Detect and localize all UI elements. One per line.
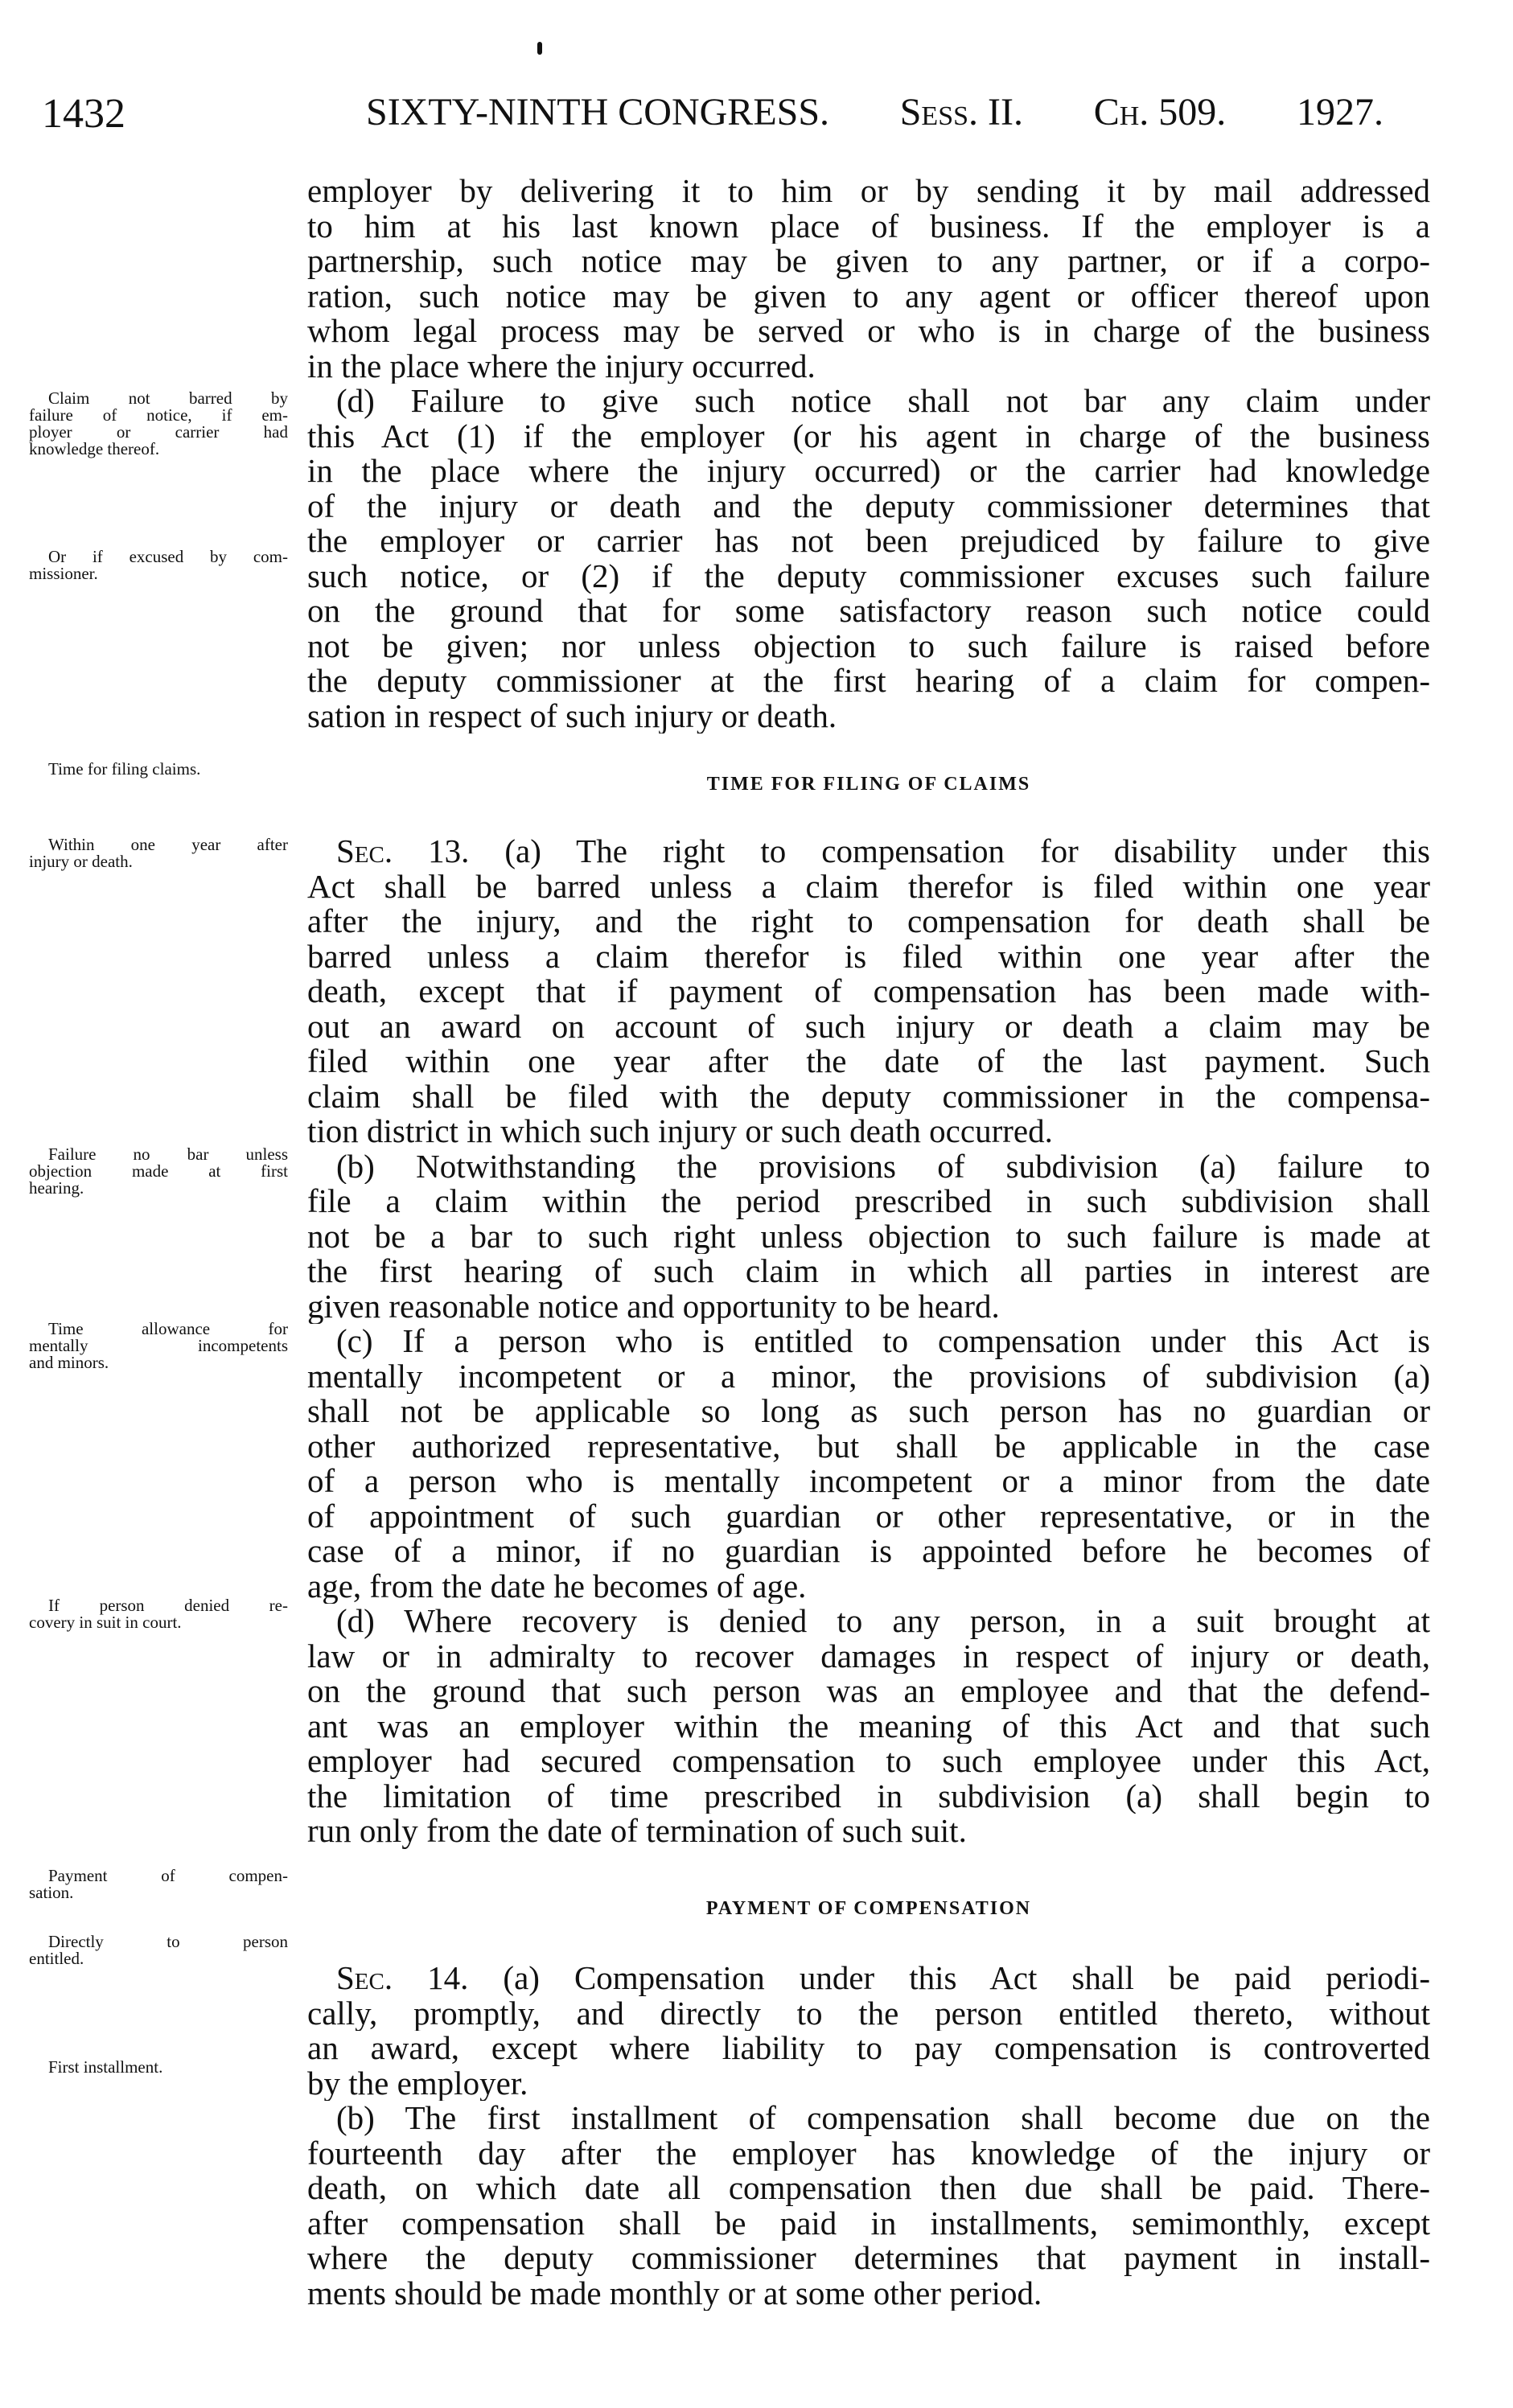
text-block-sec-14 xyxy=(307,1961,1430,2311)
margin-note-line: sation. xyxy=(29,1883,74,1902)
text-line: ant was an employer within the meaning of this Act and that such xyxy=(307,1708,1430,1744)
chapter: Ch. 509. xyxy=(1093,91,1227,134)
margin-note-line: Claim not barred by xyxy=(48,388,288,408)
margin-note-line: Directly to person xyxy=(48,1932,288,1951)
text-line: claim shall be filed with the deputy commissioner in the compensa- xyxy=(307,1079,1430,1114)
margin-note xyxy=(29,1868,288,1901)
text-line: other authorized representative, but shall be applicable in the case xyxy=(307,1428,1430,1464)
margin-note-line: If person denied re- xyxy=(48,1596,288,1615)
margin-note-line: knowledge thereof. xyxy=(29,439,160,458)
margin-note-line: Failure no bar unless xyxy=(48,1144,288,1164)
margin-note-line: entitled. xyxy=(29,1949,84,1968)
text-line: (d) Failure to give such notice shall not bar any claim under xyxy=(336,384,1430,419)
text-block-sec-13 xyxy=(307,834,1430,1849)
text-line: (b) The first installment of compensation shall become due on the xyxy=(336,2101,1430,2136)
text-line: of the injury or death and the deputy commissioner determines that xyxy=(307,488,1430,524)
text-line: the first hearing of such claim in which all parties in interest are xyxy=(307,1254,1430,1289)
text-line: after compensation shall be paid in installments, semimonthly, except xyxy=(307,2205,1430,2241)
margin-note-line: Or if excused by com- xyxy=(48,547,288,566)
text-line: out an award on account of such injury or death a claim may be xyxy=(307,1009,1430,1044)
scan-speck xyxy=(537,42,542,55)
text-line: death, on which date all compensation then due shall be paid. There- xyxy=(307,2171,1430,2206)
text-line: barred unless a claim therefor is filed within one year after the xyxy=(307,939,1430,974)
margin-note-line: covery in suit in court. xyxy=(29,1613,182,1632)
section-heading-payment: PAYMENT OF COMPENSATION xyxy=(705,1898,1032,1919)
margin-note-line: injury or death. xyxy=(29,852,133,871)
text-line: of a person who is mentally incompetent or a minor from the date xyxy=(307,1464,1430,1499)
text-line: where the deputy commissioner determines that payment in install- xyxy=(307,2241,1430,2276)
section-heading-time-for-filing: TIME FOR FILING OF CLAIMS xyxy=(706,774,1031,795)
congress-title: SIXTY-NINTH CONGRESS. xyxy=(366,91,830,134)
text-line: the limitation of time prescribed in subdivision (a) shall begin to xyxy=(307,1778,1430,1814)
margin-note-line: Time for filing claims. xyxy=(48,759,201,779)
text-line: death, except that if payment of compensation has been made with- xyxy=(307,974,1430,1009)
margin-note xyxy=(29,549,288,582)
text-line: ration, such notice may be given to any agent or officer thereof upon xyxy=(307,278,1430,314)
section-label: Sec. 13. xyxy=(336,834,470,869)
text-line: tion district in which such injury or such death occurred. xyxy=(307,1114,1053,1149)
margin-note-line: objection made at first xyxy=(29,1161,288,1181)
text-line: (d) Where recovery is denied to any person, in a suit brought at xyxy=(336,1604,1430,1639)
text-line: cally, promptly, and directly to the person entitled thereto, without xyxy=(307,1995,1430,2031)
margin-note-line: Payment of compen- xyxy=(48,1866,288,1885)
running-head xyxy=(366,90,1383,134)
text-line: by the employer. xyxy=(307,2065,528,2101)
text-line: to him at his last known place of business. If the employer is a xyxy=(307,208,1430,244)
margin-note xyxy=(29,1933,288,1967)
text-line: case of a minor, if no guardian is appointed before he becomes of xyxy=(307,1534,1430,1569)
text-line: not be given; nor unless objection to such failure is raised before xyxy=(307,628,1430,664)
text-line: such notice, or (2) if the deputy commissioner excuses such failure xyxy=(307,558,1430,594)
text-line: partnership, such notice may be given to any partner, or if a corpo- xyxy=(307,244,1430,279)
text-line: on the ground that such person was an employee and that the defend- xyxy=(307,1674,1430,1709)
text-line: sation in respect of such injury or death. xyxy=(307,698,837,733)
text-line: given reasonable notice and opportunity to be heard. xyxy=(307,1288,1000,1324)
margin-note-line: and minors. xyxy=(29,1353,109,1372)
text-line: filed within one year after the date of the last payment. Such xyxy=(307,1044,1430,1079)
text-line: run only from the date of termination of such suit. xyxy=(307,1814,967,1849)
text-line: whom legal process may be served or who is in charge of the business xyxy=(307,314,1430,349)
text-line: after the injury, and the right to compensation for death shall be xyxy=(307,904,1430,939)
margin-note-line: ployer or carrier had xyxy=(29,422,288,442)
text-line: shall not be applicable so long as such person has no guardian or xyxy=(307,1394,1430,1429)
margin-note xyxy=(29,390,288,458)
year: 1927. xyxy=(1296,91,1383,134)
text-line: employer by delivering it to him or by sending it by mail addressed xyxy=(307,174,1430,209)
text-line: in the place where the injury occurred. xyxy=(307,348,816,384)
text-line: mentally incompetent or a minor, the provisions of subdivision (a) xyxy=(307,1358,1430,1394)
margin-note xyxy=(29,761,288,778)
text-line: law or in admiralty to recover damages in respect of injury or death, xyxy=(307,1638,1430,1674)
margin-note-line: mentally incompetents xyxy=(29,1336,288,1355)
text-line: in the place where the injury occurred) or the carrier had knowledge xyxy=(307,454,1430,489)
margin-note xyxy=(29,1321,288,1371)
text-line: file a claim within the period prescribed in such subdivision shall xyxy=(307,1184,1430,1219)
text-block-notice xyxy=(307,174,1430,733)
margin-note-line: First installment. xyxy=(48,2057,163,2077)
text-line: (b) Notwithstanding the provisions of subdivision (a) failure to xyxy=(336,1149,1430,1184)
text-line: (c) If a person who is entitled to compensation under this Act is xyxy=(336,1324,1430,1359)
margin-note-line: failure of notice, if em- xyxy=(29,405,288,425)
margin-note-line: Time allowance for xyxy=(48,1319,288,1338)
text-line: the employer or carrier has not been prejudiced by failure to give xyxy=(307,524,1430,559)
text-line: on the ground that for some satisfactory reason such notice could xyxy=(307,594,1430,629)
page-number: 1432 xyxy=(42,91,125,137)
margin-note-line: Within one year after xyxy=(48,835,288,854)
text-line: an award, except where liability to pay compensation is controverted xyxy=(307,2031,1430,2066)
margin-note-line: hearing. xyxy=(29,1178,84,1198)
text-line: Sec. 14. (a) Compensation under this Act shall be paid periodi- xyxy=(336,1961,1430,1996)
margin-note xyxy=(29,1597,288,1631)
text-line: Act shall be barred unless a claim therefor is filed within one year xyxy=(307,869,1430,904)
text-line: this Act (1) if the employer (or his agent in charge of the business xyxy=(307,418,1430,454)
text-line: ments should be made monthly or at some other period. xyxy=(307,2275,1042,2311)
margin-note xyxy=(29,2059,288,2076)
text-line: the deputy commissioner at the first hearing of a claim for compen- xyxy=(307,664,1430,699)
margin-note-line: missioner. xyxy=(29,564,98,583)
text-line: employer had secured compensation to such employee under this Act, xyxy=(307,1744,1430,1779)
text-line: age, from the date he becomes of age. xyxy=(307,1568,807,1604)
text-line: fourteenth day after the employer has knowledge of the injury or xyxy=(307,2135,1430,2171)
margin-note xyxy=(29,1146,288,1197)
section-label: Sec. 14. xyxy=(336,1961,469,1996)
text-line: of appointment of such guardian or other representative, or in the xyxy=(307,1498,1430,1534)
text-line: Sec. 13. (a) The right to compensation for disability under this xyxy=(336,834,1430,869)
text-line: not be a bar to such right unless objection to such failure is made at xyxy=(307,1218,1430,1254)
session: Sess. II. xyxy=(899,91,1023,134)
margin-note xyxy=(29,836,288,870)
